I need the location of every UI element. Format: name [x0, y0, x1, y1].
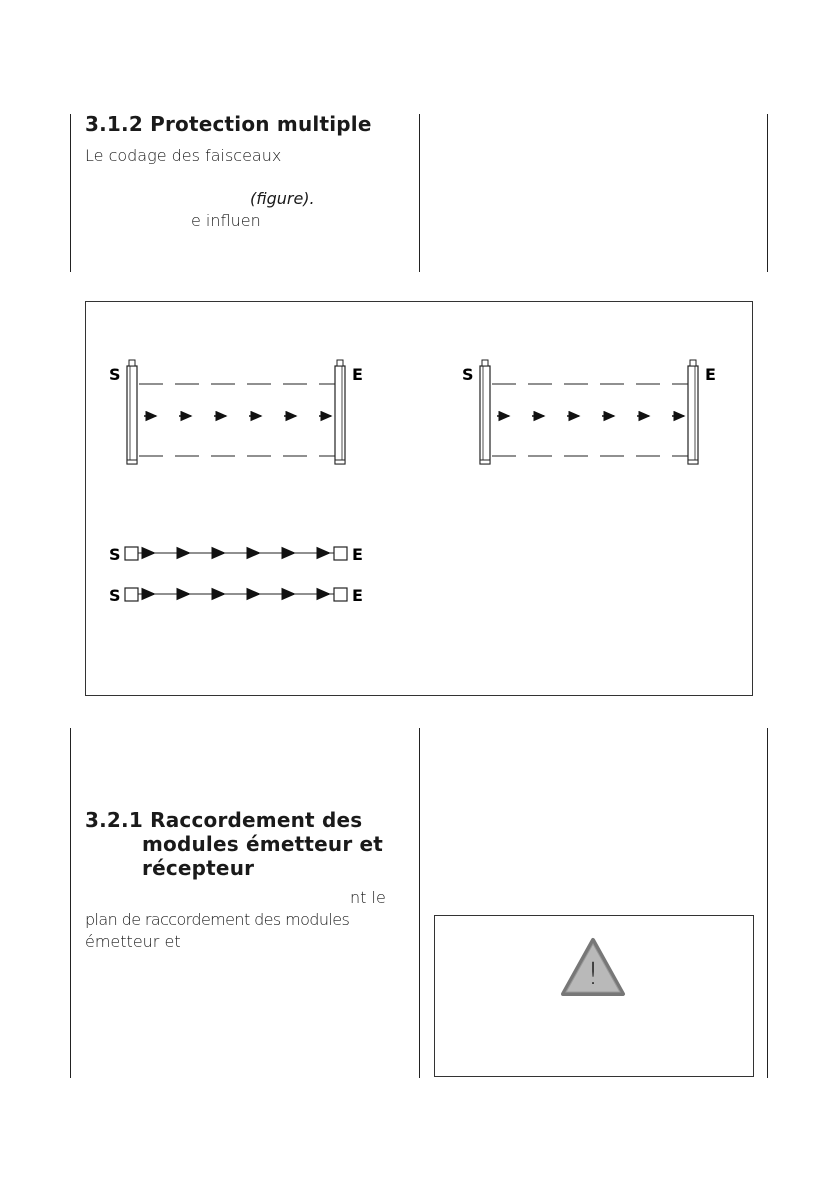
- receiver-module: [334, 547, 347, 560]
- sender-label: S: [109, 586, 121, 605]
- receiver-module: [334, 588, 347, 601]
- right-margin-rule-lower: [767, 728, 768, 1078]
- section-312-line1: Le codage des faisceaux: [85, 146, 282, 165]
- receiver-label: E: [352, 545, 363, 564]
- left-margin-rule: [70, 114, 71, 272]
- sender-label: S: [462, 365, 474, 384]
- section-heading-321-line2: modules émetteur et: [142, 832, 384, 856]
- beam-diagram: [86, 302, 752, 695]
- sender-module: [125, 588, 138, 601]
- receiver-column-right: [688, 360, 698, 464]
- section-321-line1: nt le: [350, 888, 386, 907]
- sender-label: S: [109, 545, 121, 564]
- sender-column-left: [127, 360, 137, 464]
- right-margin-rule-top: [767, 114, 768, 272]
- section-312-figure-ref: (figure).: [250, 189, 315, 208]
- warning-symbol: !: [586, 957, 600, 992]
- section-heading-321-line3: récepteur: [142, 856, 255, 880]
- section-312-line3: e influen: [191, 211, 261, 230]
- receiver-label: E: [352, 365, 363, 384]
- column-divider-rule-top: [419, 114, 420, 272]
- column-divider-rule-lower: [419, 728, 420, 1078]
- sender-label: S: [109, 365, 121, 384]
- section-heading-321-line1: 3.2.1 Raccordement des: [85, 808, 363, 832]
- receiver-label: E: [705, 365, 716, 384]
- sender-module: [125, 547, 138, 560]
- left-margin-rule-lower: [70, 728, 71, 1078]
- warning-box: [434, 915, 754, 1077]
- section-321-line3: émetteur et: [85, 932, 181, 951]
- receiver-column-left: [335, 360, 345, 464]
- figure-frame: [85, 301, 753, 696]
- warning-triangle-icon: [435, 916, 753, 1076]
- receiver-label: E: [352, 586, 363, 605]
- sender-column-right: [480, 360, 490, 464]
- section-heading-312: 3.1.2 Protection multiple: [85, 112, 372, 136]
- section-321-line2: plan de raccordement des modules: [85, 910, 350, 929]
